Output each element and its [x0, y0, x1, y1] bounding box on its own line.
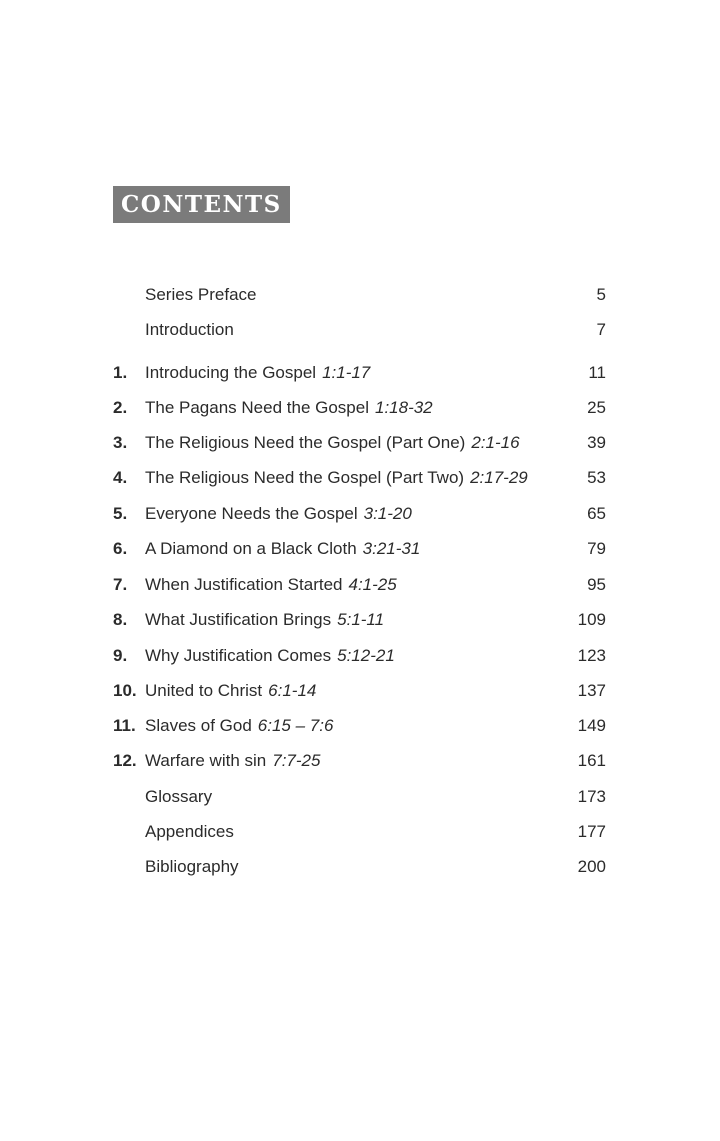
toc-entry-chapter-8[interactable]	[113, 607, 606, 633]
entry-number: 10.	[113, 681, 137, 700]
scripture-reference: 7:7-25	[272, 751, 321, 770]
toc-entry-glossary[interactable]	[113, 784, 606, 810]
scripture-reference: 5:1-11	[337, 610, 385, 629]
entry-number: 6.	[113, 539, 128, 558]
entry-title-wrap	[145, 317, 234, 343]
entry-number: 3.	[113, 433, 128, 452]
toc-entry-chapter-1[interactable]	[113, 360, 606, 386]
entry-number: 9.	[113, 646, 128, 665]
toc-entry-series-preface[interactable]	[113, 282, 606, 308]
entry-title: When Justification Started	[145, 575, 343, 594]
scripture-reference: 4:1-25	[348, 575, 397, 594]
entry-title-wrap	[145, 643, 395, 669]
toc-entry-chapter-12[interactable]	[113, 748, 606, 774]
entry-page-number: 200	[577, 857, 606, 876]
scripture-reference: 5:12-21	[337, 646, 395, 665]
entry-page-number: 137	[577, 681, 606, 700]
entry-number: 12.	[113, 751, 137, 770]
toc-entry-chapter-5[interactable]	[113, 501, 606, 527]
entry-page-number: 79	[587, 539, 606, 558]
entry-page-number: 11	[588, 363, 606, 382]
toc-entry-chapter-9[interactable]	[113, 643, 606, 669]
entry-title-wrap	[145, 430, 520, 456]
toc-entry-chapter-2[interactable]	[113, 395, 606, 421]
entry-title-wrap	[145, 854, 239, 880]
entry-page-number: 149	[577, 716, 606, 735]
entry-title-wrap	[145, 572, 397, 598]
entry-page-number: 173	[577, 787, 606, 806]
entry-title-wrap	[145, 360, 370, 386]
toc-entry-chapter-3[interactable]	[113, 430, 606, 456]
entry-title: Slaves of God	[145, 716, 252, 735]
scripture-reference: 2:1-16	[471, 433, 520, 452]
toc-entry-chapter-10[interactable]	[113, 678, 606, 704]
entry-title: Everyone Needs the Gospel	[145, 504, 358, 523]
toc-entry-appendices[interactable]	[113, 819, 606, 845]
entry-title: Bibliography	[145, 857, 239, 876]
entry-title: A Diamond on a Black Cloth	[145, 539, 357, 558]
entry-title: What Justification Brings	[145, 610, 332, 629]
entry-title-wrap	[145, 678, 316, 704]
entry-number: 4.	[113, 468, 128, 487]
entry-title: The Religious Need the Gospel (Part One)	[145, 433, 466, 452]
entry-title-wrap	[145, 501, 412, 527]
scripture-reference: 6:1-14	[268, 681, 317, 700]
scripture-reference: 1:1-17	[322, 363, 371, 382]
entry-title-wrap	[145, 607, 384, 633]
entry-number: 2.	[113, 398, 128, 417]
entry-title-wrap	[145, 819, 234, 845]
scripture-reference: 3:1-20	[363, 504, 412, 523]
entry-title-wrap	[145, 395, 433, 421]
entry-page-number: 39	[587, 433, 606, 452]
toc-entry-chapter-7[interactable]	[113, 572, 606, 598]
entry-page-number: 5	[596, 285, 606, 304]
scripture-reference: 3:21-31	[362, 539, 421, 558]
entry-page-number: 25	[587, 398, 606, 417]
entry-title: Introducing the Gospel	[145, 363, 317, 382]
entry-title: Introduction	[145, 320, 234, 339]
entry-number: 7.	[113, 575, 128, 594]
entry-title: Why Justification Comes	[145, 646, 332, 665]
entry-page-number: 7	[596, 320, 606, 339]
entry-title: United to Christ	[145, 681, 263, 700]
contents-heading: CONTENTS	[113, 186, 290, 223]
entry-title-wrap	[145, 748, 320, 774]
toc-entry-introduction[interactable]	[113, 317, 606, 343]
entry-title-wrap	[145, 465, 528, 491]
entry-title: Glossary	[145, 787, 213, 806]
entry-title: The Pagans Need the Gospel	[145, 398, 369, 417]
scripture-reference: 6:15 – 7:6	[257, 716, 334, 735]
entry-number: 11.	[113, 716, 136, 735]
entry-number: 8.	[113, 610, 128, 629]
entry-title-wrap	[145, 536, 420, 562]
toc-entry-bibliography[interactable]	[113, 854, 606, 880]
entry-title-wrap	[145, 713, 333, 739]
entry-page-number: 177	[577, 822, 606, 841]
toc-entry-chapter-4[interactable]	[113, 465, 606, 491]
entry-page-number: 161	[577, 751, 606, 770]
entry-title: Appendices	[145, 822, 234, 841]
entry-number: 5.	[113, 504, 128, 523]
entry-title: Warfare with sin	[145, 751, 267, 770]
entry-title: Series Preface	[145, 285, 257, 304]
toc-entry-chapter-6[interactable]	[113, 536, 606, 562]
entry-page-number: 123	[577, 646, 606, 665]
entry-number: 1.	[113, 363, 128, 382]
entry-page-number: 109	[577, 610, 606, 629]
entry-title-wrap	[145, 282, 257, 308]
scripture-reference: 2:17-29	[470, 468, 528, 487]
scripture-reference: 1:18-32	[374, 398, 433, 417]
entry-page-number: 53	[587, 468, 606, 487]
entry-title: The Religious Need the Gospel (Part Two)	[145, 468, 465, 487]
toc-entry-chapter-11[interactable]	[113, 713, 606, 739]
entry-title-wrap	[145, 784, 212, 810]
entry-page-number: 65	[587, 504, 606, 523]
entry-page-number: 95	[587, 575, 606, 594]
